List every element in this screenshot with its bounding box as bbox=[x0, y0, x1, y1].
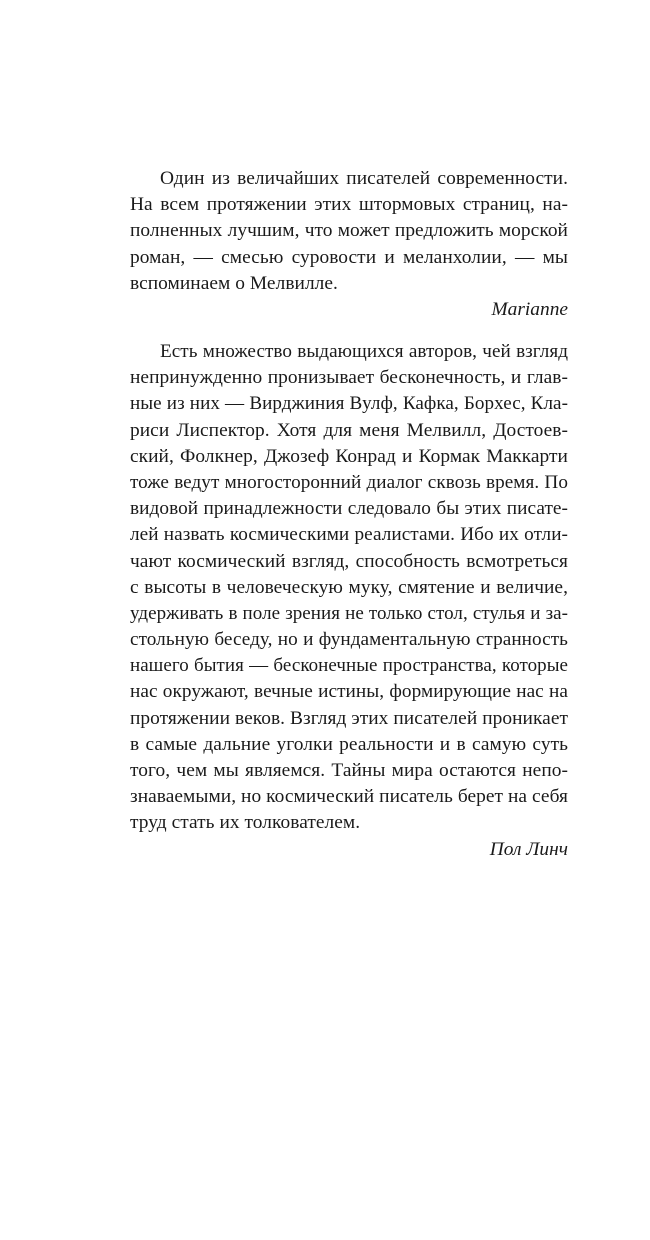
quote-line: Один из величайших писателей современности. bbox=[160, 168, 568, 189]
quote-text bbox=[130, 166, 568, 297]
quote-line: роман, — смесью суровости и меланхолии, — мы bbox=[130, 246, 568, 268]
quote-line: труд стать их толкователем. bbox=[130, 812, 361, 834]
quote-line: протяжении веков. Взгляд этих писателей проникает bbox=[130, 707, 568, 729]
quote-line: с высоты в человеческую муку, смятение и величие, bbox=[130, 576, 568, 598]
quote-line: полненных лучшим, что может предложить морской bbox=[130, 220, 568, 242]
quote-line: нас окружают, вечные истины, формирующие нас на bbox=[130, 681, 568, 703]
quote-line: На всем протяжении этих штормовых страниц, на- bbox=[130, 194, 568, 216]
quote-line: знаваемыми, но космический писатель берет на себя bbox=[130, 786, 568, 808]
quote-line: в самые дальние уголки реальности и в самую суть bbox=[130, 733, 568, 755]
quote-line: тоже ведут многосторонний диалог сквозь время. По bbox=[130, 471, 568, 493]
quote-line: видовой принадлежности следовало бы этих писате- bbox=[130, 498, 568, 520]
quote-line: вспоминаем о Мелвилле. bbox=[130, 272, 338, 294]
quote-text bbox=[130, 339, 568, 837]
quote-line: того, чем мы являемся. Тайны мира остаются непо- bbox=[130, 760, 568, 781]
quote-line: нашего бытия — бесконечные пространства, которые bbox=[130, 655, 568, 677]
blurb-marianne bbox=[130, 166, 568, 323]
quote-line: удерживать в поле зрения не только стол, стулья и за- bbox=[130, 602, 568, 624]
quote-line: непринужденно пронизывает бесконечность, и глав- bbox=[130, 367, 568, 389]
quote-line: стольную беседу, но и фундаментальную странность bbox=[130, 629, 568, 651]
quote-attribution: Marianne bbox=[491, 298, 568, 320]
quote-line: Есть множество выдающихся авторов, чей взгляд bbox=[160, 341, 568, 362]
quote-line: лей назвать космическими реалистами. Ибо их отли- bbox=[130, 524, 568, 546]
quote-attribution: Пол Линч bbox=[489, 838, 568, 860]
quote-line: чают космический взгляд, способность всмотреться bbox=[130, 550, 568, 572]
blurb-paul-lynch bbox=[130, 339, 568, 863]
quote-line: ский, Фолкнер, Джозеф Конрад и Кормак Маккарти bbox=[130, 445, 568, 467]
quote-line: ные из них — Вирджиния Вулф, Кафка, Борхес, Кла- bbox=[130, 393, 568, 415]
quote-line: риси Лиспектор. Хотя для меня Мелвилл, Достоев- bbox=[130, 419, 568, 441]
